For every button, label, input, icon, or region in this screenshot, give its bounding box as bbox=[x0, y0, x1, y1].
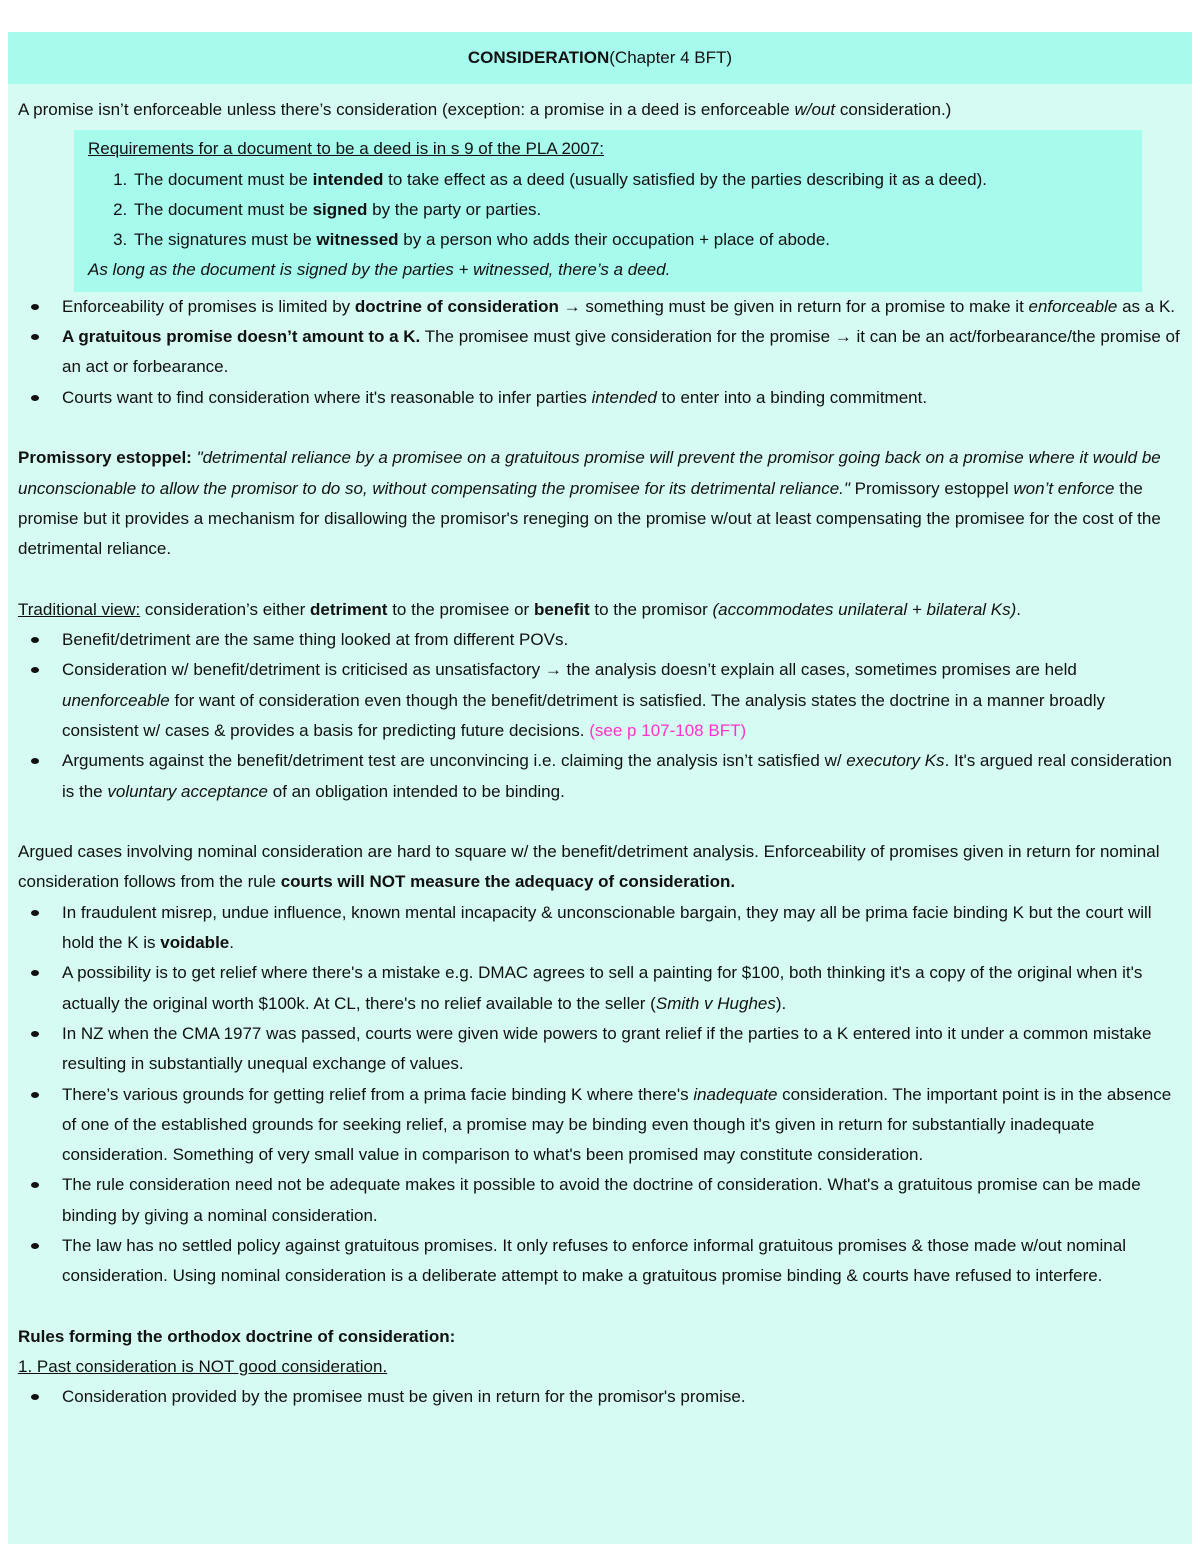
title-rest: (Chapter 4 BFT) bbox=[609, 48, 733, 67]
list-item: Enforceability of promises is limited by doctrine of consideration → something must be given in return for a promise to make it enforceable as a K. bbox=[62, 292, 1182, 322]
intro-paragraph bbox=[18, 95, 1182, 125]
deed-requirements-box bbox=[74, 130, 1142, 291]
list-item: The law has no settled policy against gratuitous promises. It only refuses to enforce informal gratuitous promises & those made w/out nominal consideration. Using nominal consideration is a deliberate attempt to make a gratuitous promise binding & courts have refused to interfere. bbox=[62, 1231, 1182, 1292]
nominal-consideration-bullets bbox=[18, 898, 1182, 1292]
list-item: In fraudulent misrep, undue influence, known mental incapacity & unconscionable bargain, they may all be prima facie binding K but the court will hold the K is voidable. bbox=[62, 898, 1182, 959]
list-item: The rule consideration need not be adequate makes it possible to avoid the doctrine of consideration. What's a gratuitous promise can be made binding by giving a nominal consideration. bbox=[62, 1170, 1182, 1231]
nominal-consideration-paragraph: Argued cases involving nominal consideration are hard to square w/ the benefit/detriment analysis. Enforceability of promises given in return for nominal consideration follows from the rule courts will NOT measure the adequacy of consideration. bbox=[18, 842, 1160, 892]
deed-heading: Requirements for a document to be a deed is in s 9 of the PLA 2007: bbox=[88, 139, 604, 159]
rules-heading: Rules forming the orthodox doctrine of consideration: bbox=[18, 1326, 456, 1346]
list-item: A possibility is to get relief where there's a mistake e.g. DMAC agrees to sell a painting for $100, both thinking it's a copy of the original when it's actually the original worth $100k. At CL, there's no relief available to the seller (Smith v Hughes). bbox=[62, 958, 1182, 1019]
rule-1-bullets bbox=[18, 1382, 1182, 1412]
consideration-bullets bbox=[18, 292, 1182, 413]
list-item: 3. The signatures must be witnessed by a person who adds their occupation + place of abode. bbox=[132, 225, 1136, 255]
list-item: Consideration w/ benefit/detriment is criticised as unsatisfactory → the analysis doesn’t explain all cases, sometimes promises are held unenforceable for want of consideration even though the benefit/detriment is satisfied. The analysis states the doctrine in a manner broadly consistent w/ cases & provides a basis for predicting future decisions. (see p 107-108 BFT) bbox=[62, 655, 1182, 746]
list-item: In NZ when the CMA 1977 was passed, courts were given wide powers to grant relief if the parties to a K entered into it under a common mistake resulting in substantially unequal exchange of values. bbox=[62, 1019, 1182, 1080]
intro-italic: w/out bbox=[794, 100, 836, 119]
rule-1-heading: 1. Past consideration is NOT good consideration. bbox=[18, 1357, 388, 1377]
intro-text: A promise isn’t enforceable unless there’s consideration (exception: a promise in a deed is enforceable bbox=[18, 100, 795, 119]
traditional-view-bullets bbox=[18, 625, 1182, 807]
list-item: 2. The document must be signed by the party or parties. bbox=[132, 195, 1136, 225]
list-item: Benefit/detriment are the same thing looked at from different POVs. bbox=[62, 625, 1182, 655]
list-item: Arguments against the benefit/detriment test are unconvincing i.e. claiming the analysis isn’t satisfied w/ executory Ks. It's argued real consideration is the voluntary acceptance of an obligation intended to be binding. bbox=[62, 746, 1182, 807]
page-reference: (see p 107-108 BFT) bbox=[589, 720, 747, 740]
list-item: Courts want to find consideration where it's reasonable to infer parties intended to enter into a binding commitment. bbox=[62, 383, 1182, 413]
traditional-view-paragraph: Traditional view: consideration’s either detriment to the promisee or benefit to the promisor (accommodates unilateral + bilateral Ks). bbox=[18, 599, 1022, 619]
title-bold: CONSIDERATION bbox=[467, 48, 610, 67]
list-item: There’s various grounds for getting relief from a prima facie binding K where there's inadequate consideration. The important point is in the absence of one of the established grounds for seeking relief, a promise may be binding even though it's given in return for substantially inadequate consideration. Something of very small value in comparison to what's been promised may constitute consideration. bbox=[62, 1080, 1182, 1171]
document-page bbox=[8, 32, 1192, 1544]
list-item: A gratuitous promise doesn’t amount to a K. The promisee must give consideration for the promise → it can be an act/forbearance/the promise of an act or forbearance. bbox=[62, 322, 1182, 383]
deed-note: As long as the document is signed by the parties + witnessed, there’s a deed. bbox=[88, 260, 671, 280]
page-title bbox=[8, 32, 1192, 84]
deed-requirements-list bbox=[88, 165, 1136, 256]
list-item: Consideration provided by the promisee must be given in return for the promisor's promise. bbox=[62, 1382, 1182, 1412]
promissory-estoppel-paragraph: Promissory estoppel: "detrimental reliance by a promisee on a gratuitous promise will prevent the promisor going back on a promise where it would be unconscionable to allow the promisor to do so, without compensating the promisee for its detrimental reliance." Promissory estoppel won’t enforce the promise but it provides a mechanism for disallowing the promisor's reneging on the promise w/out at least compensating the promisee for the cost of the detrimental reliance. bbox=[18, 448, 1161, 559]
intro-text-end: consideration.) bbox=[835, 100, 952, 119]
list-item: 1. The document must be intended to take effect as a deed (usually satisfied by the parties describing it as a deed). bbox=[132, 165, 1136, 195]
